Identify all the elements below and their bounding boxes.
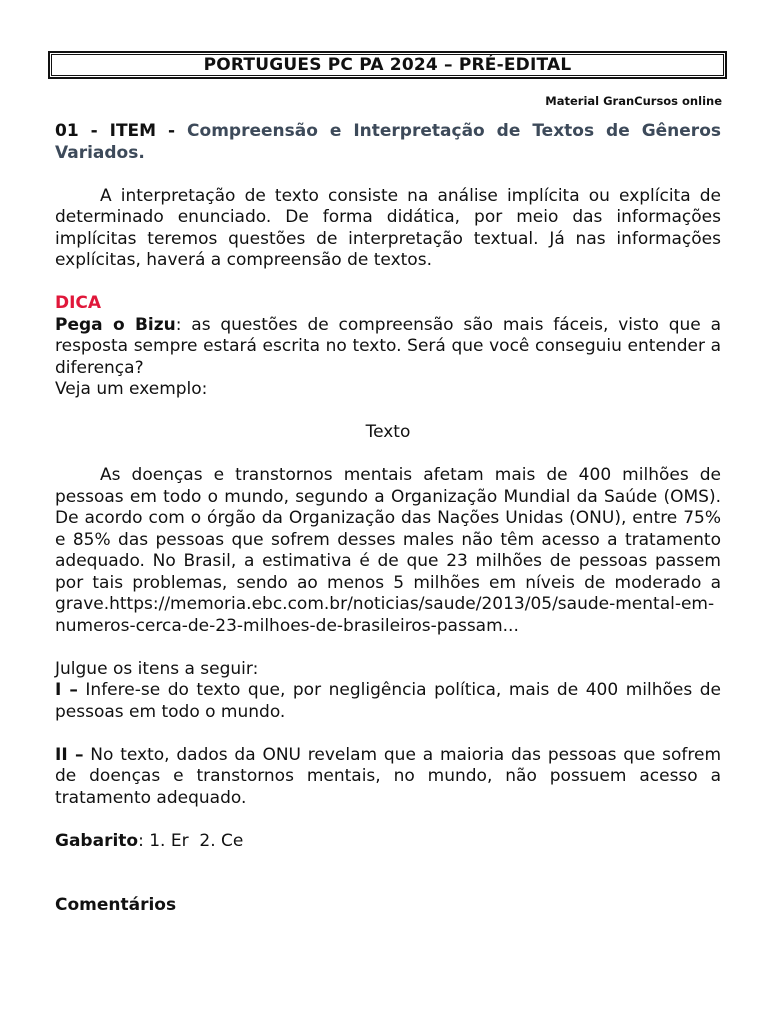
question-item-2	[55, 745, 721, 810]
item-number: 01 - ITEM -	[55, 121, 188, 141]
answer-key	[55, 831, 721, 853]
answer-value: : 1. Er 2. Ce	[138, 830, 244, 851]
document-title: PORTUGUES PC PA 2024 – PRÉ-EDITAL	[48, 51, 727, 79]
question-label: II –	[55, 744, 84, 765]
example-label: Veja um exemplo:	[55, 379, 208, 399]
tip-paragraph	[55, 315, 721, 380]
question-item-1	[55, 680, 721, 723]
document-body	[55, 121, 721, 917]
tip-label: Pega o Bizu	[55, 314, 176, 335]
text-body: As doenças e transtornos mentais afetam mais de 400 milhões de pessoas em todo o mundo, segundo a Organização Mundial da Saúde (OMS). De acordo com o órgão da Organização das Nações Unidas (ONU), entre 75% e 85% das pessoas que sofrem desses males não têm acesso a tratamento adequado. No Brasil, a estimativa é de que 23 milhões de pessoas passem por tais problemas, sendo ao menos 5 milhões em níveis de moderado a grave.https://memoria.ebc.com.br/noticias/saude/2013/05/saude-mental-em-numeros-cerca-de-23-milhoes-de-brasileiros-passam...	[55, 465, 721, 636]
tip-text: : as questões de compreensão são mais fáceis, visto que a resposta sempre estará escrita no texto. Será que você conseguiu entender a diferença?	[55, 314, 721, 378]
tip-heading: DICA	[55, 293, 102, 313]
comments-heading: Comentários	[55, 895, 177, 915]
question-label: I –	[55, 680, 78, 700]
item-topic: Compreensão e Interpretação de Textos de Gêneros Variados.	[55, 121, 721, 163]
intro-paragraph: A interpretação de texto consiste na análise implícita ou explícita de determinado enunciado. De forma didática, por meio das informações implícitas teremos questões de interpretação textual. Já nas informações explícitas, haverá a compreensão de textos.	[55, 185, 721, 270]
questions-prompt: Julgue os itens a seguir:	[55, 658, 259, 679]
item-heading	[55, 121, 721, 164]
question-text: No texto, dados da ONU revelam que a maioria das pessoas que sofrem de doenças e transtornos mentais, no mundo, não possuem acesso a tratamento adequado.	[55, 744, 721, 808]
source-label: Material GranCursos online	[545, 94, 722, 108]
answer-label: Gabarito	[55, 830, 139, 851]
text-title: Texto	[365, 422, 411, 442]
question-text: Infere-se do texto que, por negligência política, mais de 400 milhões de pessoas em todo o mundo.	[55, 680, 721, 722]
